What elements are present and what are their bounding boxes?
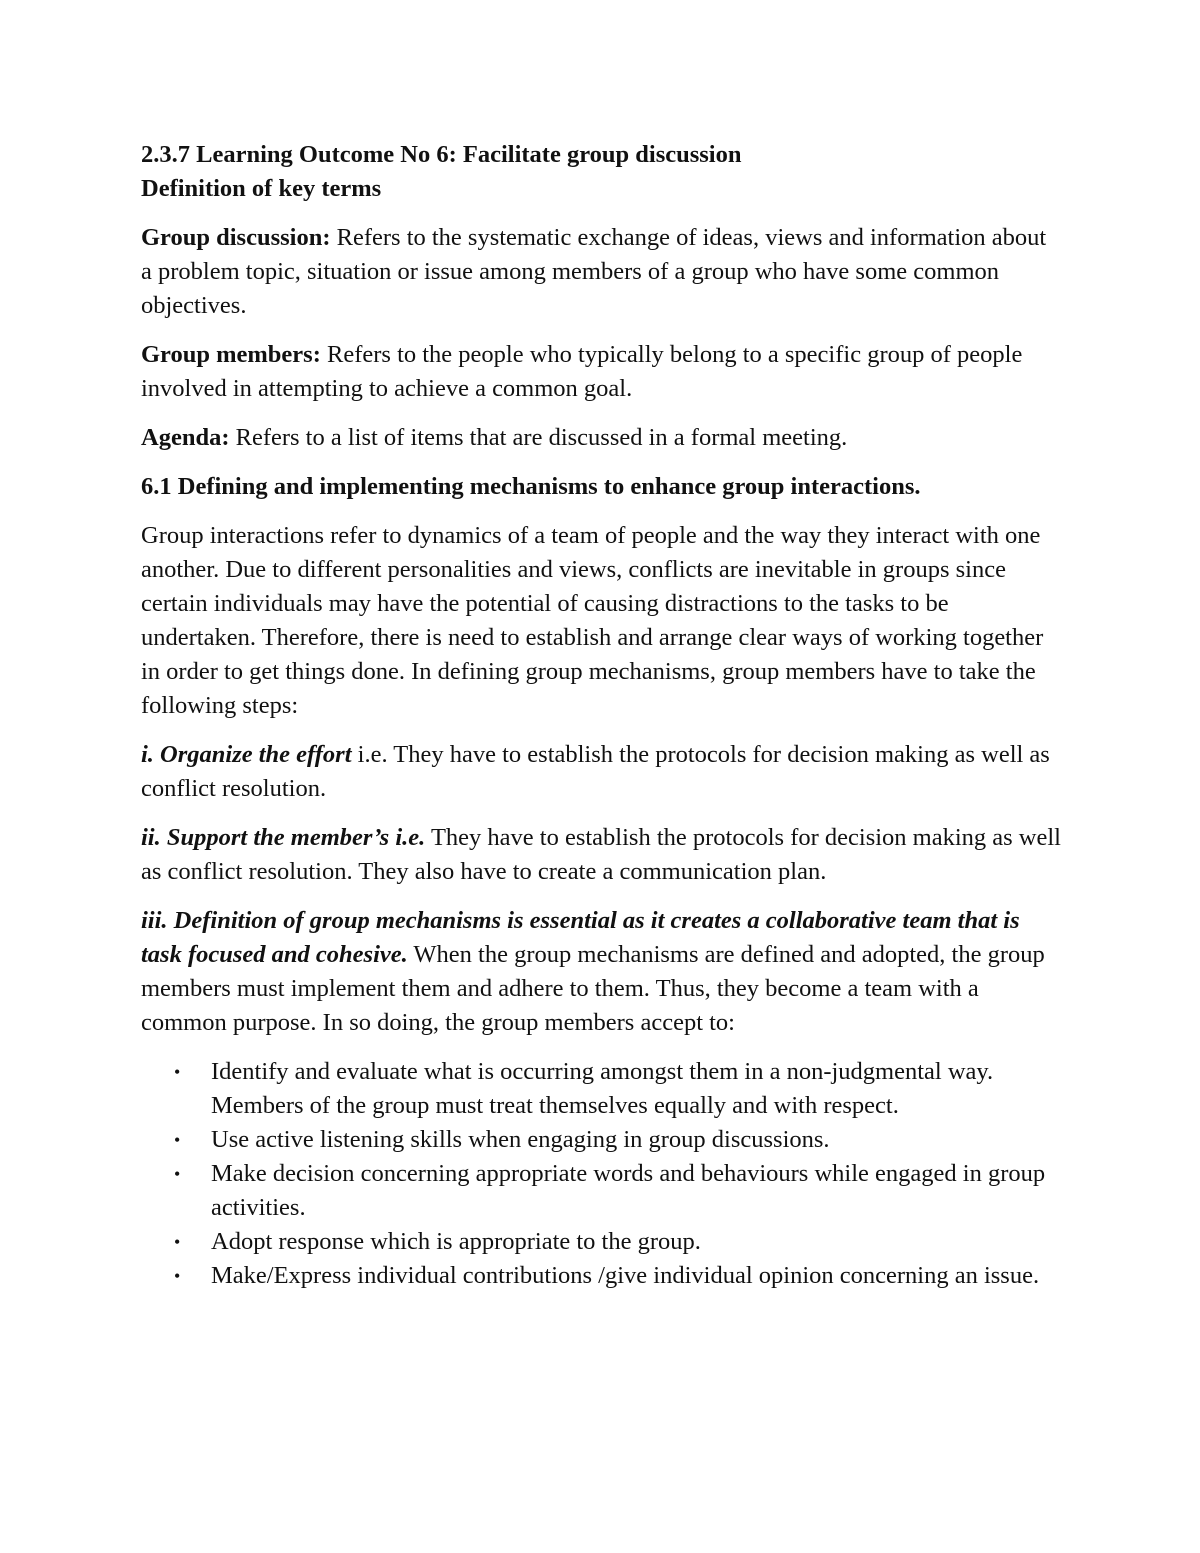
list-item-text: Use active listening skills when engaging in group discussions. [211, 1126, 830, 1153]
step-lead: i. Organize the effort [141, 741, 352, 768]
definition-text: Refers to the systematic exchange of ideas, views and information about a problem topic, situation or issue among members of a group who have some common objectives. [141, 224, 1047, 319]
step-item [141, 821, 1061, 889]
definition-term: Group members: [141, 341, 321, 368]
definition-group-members [141, 338, 1061, 406]
step-text: i.e. They have to establish the protocols for decision making as well as conflict resolution. [141, 741, 1050, 802]
step-item [141, 904, 1061, 1040]
definition-group-discussion [141, 221, 1061, 323]
list-item [141, 1225, 1061, 1259]
section-title: 2.3.7 Learning Outcome No 6: Facilitate group discussion [141, 141, 742, 168]
list-item-text: Make/Express individual contributions /give individual opinion concerning an issue. [211, 1262, 1040, 1289]
step-text: They have to establish the protocols for decision making as well as conflict resolution. They also have to create a communication plan. [141, 824, 1061, 885]
subsection-title: 6.1 Defining and implementing mechanisms to enhance group interactions. [141, 473, 921, 500]
document-page [141, 138, 1061, 1293]
definition-term: Group discussion: [141, 224, 331, 251]
definition-term: Agenda: [141, 424, 230, 451]
step-lead: ii. Support the member’s i.e. [141, 824, 426, 851]
definition-text: Refers to the people who typically belong to a specific group of people involved in attempting to achieve a common goal. [141, 341, 1023, 402]
list-item-text: Make decision concerning appropriate words and behaviours while engaged in group activities. [211, 1160, 1046, 1221]
bullet-icon: • [174, 1266, 181, 1286]
intro-paragraph: Group interactions refer to dynamics of a team of people and the way they interact with one another. Due to different personalities and views, conflicts are inevitable in groups since certain individuals may have the potential of causing distractions to the tasks to be undertaken. Therefore, there is need to establish and arrange clear ways of working together in order to get things done. In defining group mechanisms, group members have to take the following steps: [141, 522, 1044, 719]
bullet-icon: • [174, 1062, 181, 1082]
definitions-subtitle: Definition of key terms [141, 175, 382, 202]
list-item [141, 1055, 1061, 1123]
definition-text: Refers to a list of items that are discussed in a formal meeting. [229, 424, 848, 451]
step-item [141, 738, 1061, 806]
bullet-icon: • [174, 1130, 181, 1150]
list-item-text: Adopt response which is appropriate to the group. [211, 1228, 701, 1255]
step-text: When the group mechanisms are defined and adopted, the group members must implement them and adhere to them. Thus, they become a team with a common purpose. In so doing, the group members accept to: [141, 941, 1045, 1036]
bullet-list [141, 1055, 1061, 1293]
bullet-icon: • [174, 1232, 181, 1252]
bullet-icon: • [174, 1164, 181, 1184]
list-item [141, 1123, 1061, 1157]
list-item-text: Identify and evaluate what is occurring amongst them in a non-judgmental way. Members of the group must treat themselves equally and with respect. [211, 1058, 994, 1119]
step-lead: iii. Definition of group mechanisms is essential as it creates a collaborative team that is task focused and cohesive. [141, 907, 1020, 968]
definition-agenda [141, 421, 1061, 455]
list-item [141, 1259, 1061, 1293]
list-item [141, 1157, 1061, 1225]
